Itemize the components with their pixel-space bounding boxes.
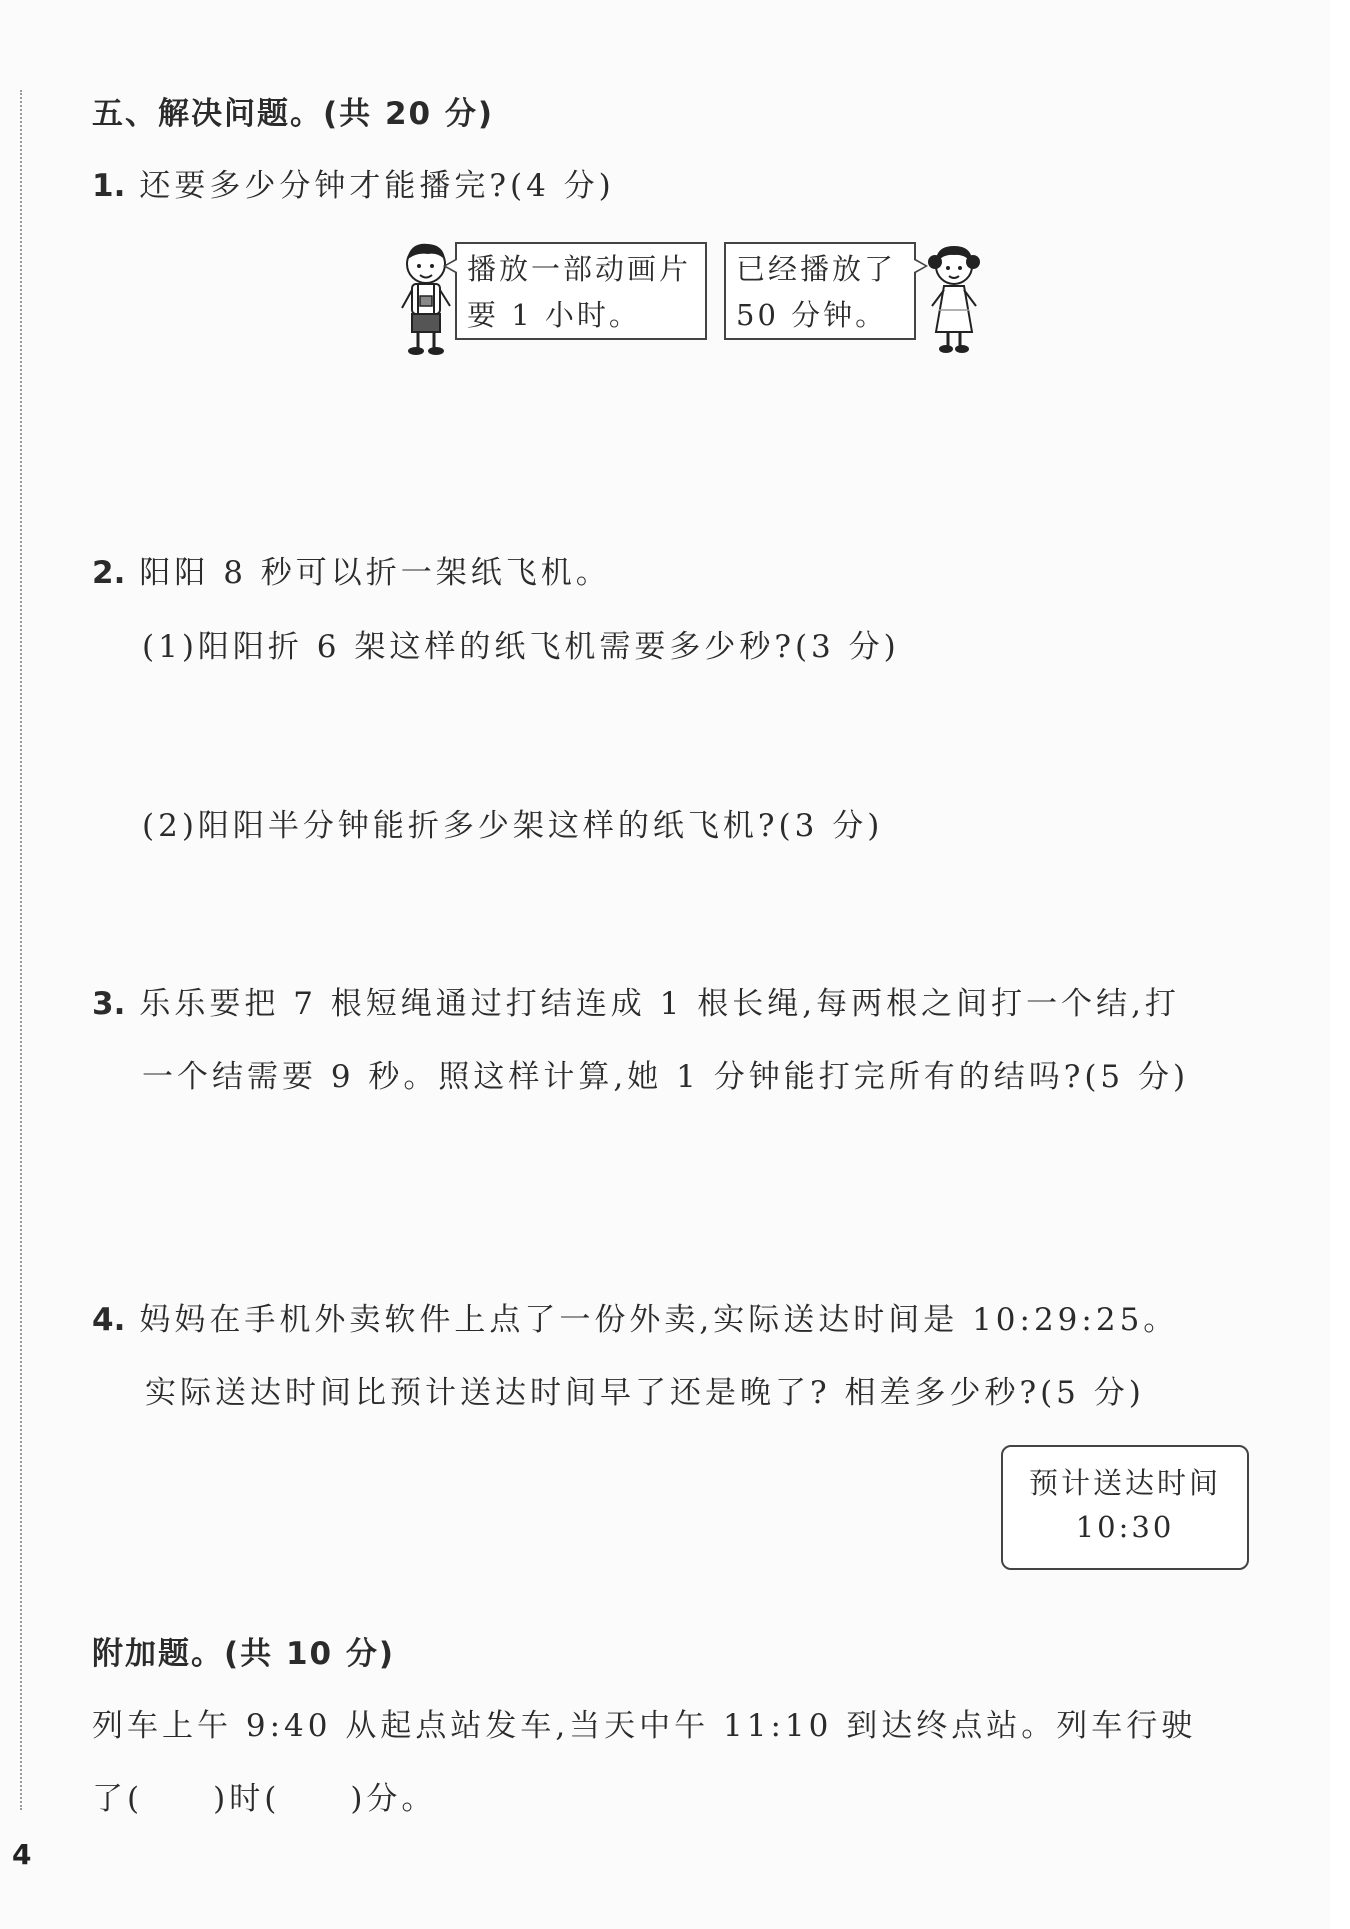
- bonus-text-part: 了(: [92, 1781, 144, 1817]
- question-4: [92, 1300, 1178, 1340]
- bonus-text-part: )时(: [213, 1781, 281, 1817]
- estimated-delivery-time: 10:30: [1075, 1510, 1175, 1544]
- bonus-text-part: )分。: [350, 1781, 437, 1817]
- question-number: 1.: [92, 168, 126, 204]
- binding-margin-line: [20, 90, 22, 1810]
- question-3-continued: 一个结需要 9 秒。照这样计算,她 1 分钟能打完所有的结吗?(5 分): [142, 1059, 1190, 1095]
- speech-line: 播放一部动画片: [467, 252, 692, 286]
- question-text: 阳阳 8 秒可以折一架纸飞机。: [139, 555, 611, 591]
- bonus-answer-line: [92, 1779, 436, 1819]
- speech-line: 50 分钟。: [736, 298, 888, 332]
- question-text: 乐乐要把 7 根短绳通过打结连成 1 根长绳,每两根之间打一个结,打: [139, 986, 1180, 1022]
- estimated-delivery-box: [1001, 1445, 1249, 1570]
- speech-line: 已经播放了: [736, 252, 897, 286]
- question-3: [92, 984, 1180, 1024]
- question-text: 妈妈在手机外卖软件上点了一份外卖,实际送达时间是 10:29:25。: [139, 1302, 1179, 1338]
- page-number: 4: [12, 1838, 32, 1871]
- question-number: 2.: [92, 555, 126, 591]
- question-2-part-1: (1)阳阳折 6 架这样的纸飞机需要多少秒?(3 分): [142, 629, 900, 665]
- bonus-heading: 附加题。(共 10 分): [92, 1636, 396, 1672]
- speech-line: 要 1 小时。: [467, 298, 641, 332]
- girl-illustration: [924, 240, 984, 356]
- section-heading: 五、解决问题。(共 20 分): [92, 96, 495, 132]
- question-text: 还要多少分钟才能播完?(4 分): [139, 168, 615, 204]
- question-2-part-2: (2)阳阳半分钟能折多少架这样的纸飞机?(3 分): [142, 808, 884, 844]
- boy-speech-bubble: [455, 242, 707, 340]
- question-1: [92, 166, 615, 206]
- estimated-delivery-label: 预计送达时间: [1028, 1466, 1221, 1500]
- question-2: [92, 553, 611, 593]
- speech-tail: [443, 258, 457, 274]
- girl-speech-bubble: [724, 242, 916, 340]
- question-number: 4.: [92, 1302, 126, 1338]
- bonus-question-text: 列车上午 9:40 从起点站发车,当天中午 11:10 到达终点站。列车行驶: [92, 1708, 1197, 1744]
- question-number: 3.: [92, 986, 126, 1022]
- question-4-continued: 实际送达时间比预计送达时间早了还是晚了? 相差多少秒?(5 分): [145, 1375, 1145, 1411]
